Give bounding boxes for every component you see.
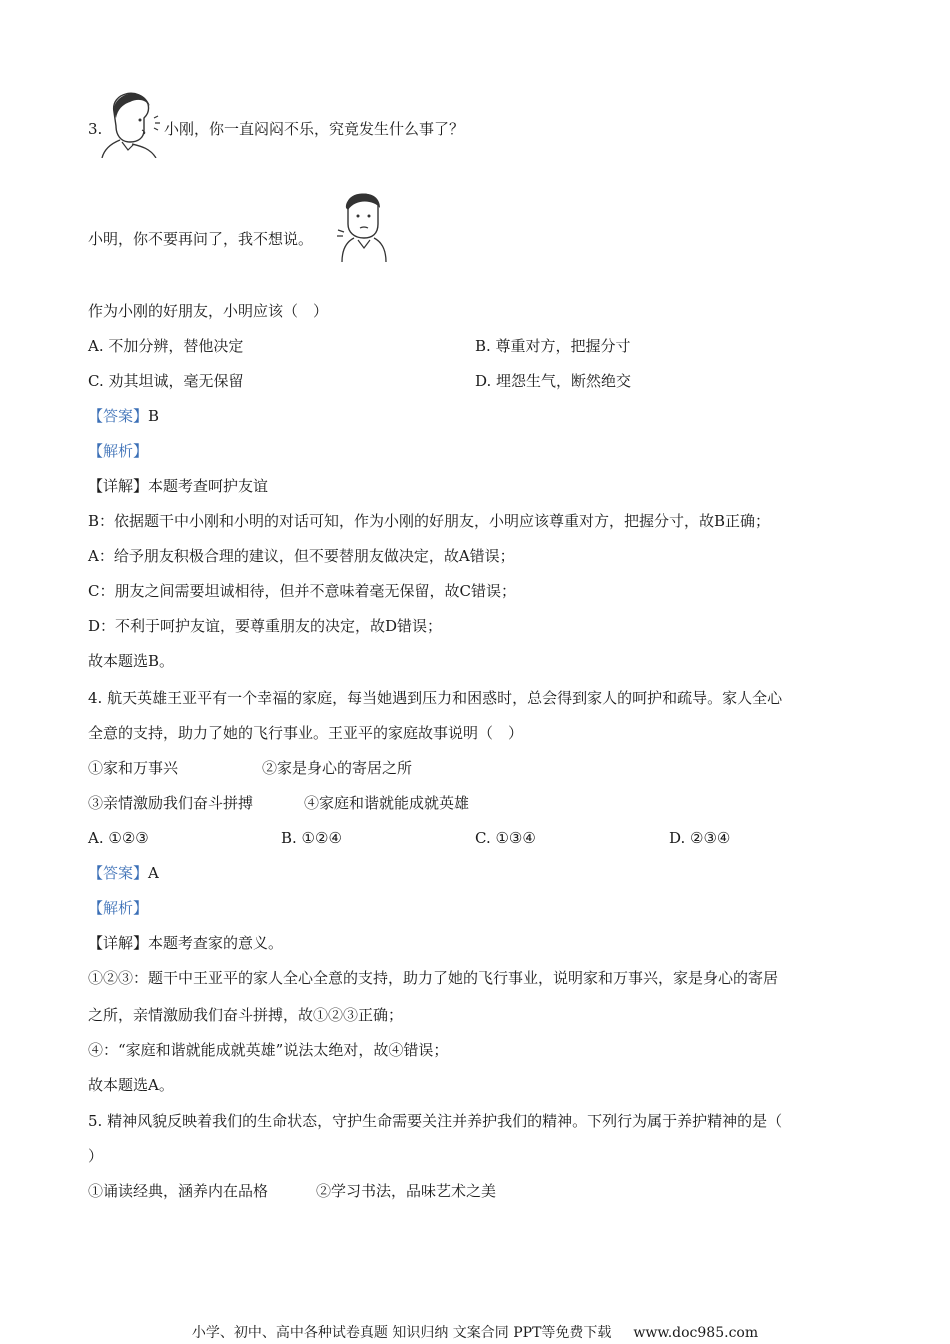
- question-4-answer: [88, 863, 159, 883]
- question-4-stem-line-2: 全意的支持，助力了她的飞行事业。王亚平的家庭故事说明（ ）: [88, 724, 524, 742]
- question-4-option-d: D. ②③④: [669, 829, 731, 847]
- question-5-stem-line-1: 5. 精神风貌反映着我们的生命状态，守护生命需要关注并养护我们的精神。下列行为属于养护精神的是（: [88, 1112, 783, 1130]
- question-4-item-1: ①家和万事兴: [88, 759, 179, 777]
- question-5-item-1: ①诵读经典，涵养内在品格: [88, 1182, 269, 1200]
- question-3-stem: 作为小刚的好朋友，小明应该（ ）: [88, 302, 329, 320]
- question-4-explanation: ④：“家庭和谐就能成就英雄”说法太绝对，故④错误；: [88, 1041, 449, 1059]
- detail-label: 【详解】: [88, 934, 149, 952]
- answer-label: 【答案】: [88, 407, 149, 425]
- question-3-dialog-2: 小明，你不要再问了，我不想说。: [88, 230, 314, 248]
- question-4-analysis-label: 【解析】: [88, 899, 149, 917]
- page-footer: [0, 1324, 950, 1342]
- answer-value: B: [148, 407, 160, 425]
- answer-value: A: [148, 864, 159, 882]
- question-4-explanation: 之所，亲情激励我们奋斗拼搏，故①②③正确；: [88, 1006, 404, 1024]
- question-4-stem-line-1: 4. 航天英雄王亚平有一个幸福的家庭，每当她遇到压力和困惑时，总会得到家人的呵护和疏导。家人全心: [88, 689, 783, 707]
- question-3-conclusion: 故本题选B。: [88, 652, 175, 670]
- question-3-analysis-label: 【解析】: [88, 442, 149, 460]
- question-4-option-c: C. ①③④: [475, 829, 536, 847]
- footer-text: 小学、初中、高中各种试卷真题 知识归纳 文案合同 PPT等免费下载: [191, 1325, 612, 1341]
- detail-text: 本题考查家的意义。: [148, 934, 284, 952]
- question-3-explanation: C：朋友之间需要坦诚相待，但并不意味着毫无保留，故C错误；: [88, 582, 516, 600]
- question-3-explanation: D：不利于呵护友谊，要尊重朋友的决定，故D错误；: [88, 617, 443, 635]
- detail-text: 本题考查呵护友谊: [148, 477, 269, 495]
- question-4-detail: [88, 933, 283, 953]
- question-3-number: 3.: [88, 120, 103, 138]
- question-5-item-2: ②学习书法，品味艺术之美: [316, 1182, 497, 1200]
- detail-label: 【详解】: [88, 477, 149, 495]
- question-3-explanation: B：依据题干中小刚和小明的对话可知，作为小刚的好朋友，小明应该尊重对方，把握分寸，故B正确；: [88, 512, 771, 530]
- answer-label: 【答案】: [88, 864, 149, 882]
- question-5-stem-line-2: ）: [88, 1147, 104, 1165]
- question-3-answer: [88, 406, 159, 426]
- question-3-dialog-1: 小刚，你一直闷闷不乐，究竟发生什么事了？: [164, 120, 465, 138]
- question-3-option-d: D. 埋怨生气，断然绝交: [475, 372, 632, 390]
- question-4-option-a: A. ①②③: [88, 829, 149, 847]
- boy-xiaoming-illustration: [100, 82, 162, 158]
- question-4-item-3: ③亲情激励我们奋斗拼搏: [88, 794, 254, 812]
- question-4-item-2: ②家是身心的寄居之所: [262, 759, 413, 777]
- question-4-item-4: ④家庭和谐就能成就英雄: [304, 794, 470, 812]
- boy-xiaogang-illustration: [336, 186, 390, 262]
- question-4-explanation: ①②③：题干中王亚平的家人全心全意的支持，助力了她的飞行事业，说明家和万事兴，家是身心的寄居: [88, 969, 779, 987]
- question-3-option-b: B. 尊重对方，把握分寸: [475, 337, 631, 355]
- question-4-conclusion: 故本题选A。: [88, 1076, 174, 1094]
- footer-link[interactable]: www.doc985.com: [633, 1325, 759, 1341]
- question-3-option-a: A. 不加分辨，替他决定: [88, 337, 244, 355]
- question-3-option-c: C. 劝其坦诚，毫无保留: [88, 372, 244, 390]
- question-3-detail: [88, 476, 268, 496]
- question-3-explanation: A：给予朋友积极合理的建议，但不要替朋友做决定，故A错误；: [88, 547, 515, 565]
- question-4-option-b: B. ①②④: [281, 829, 342, 847]
